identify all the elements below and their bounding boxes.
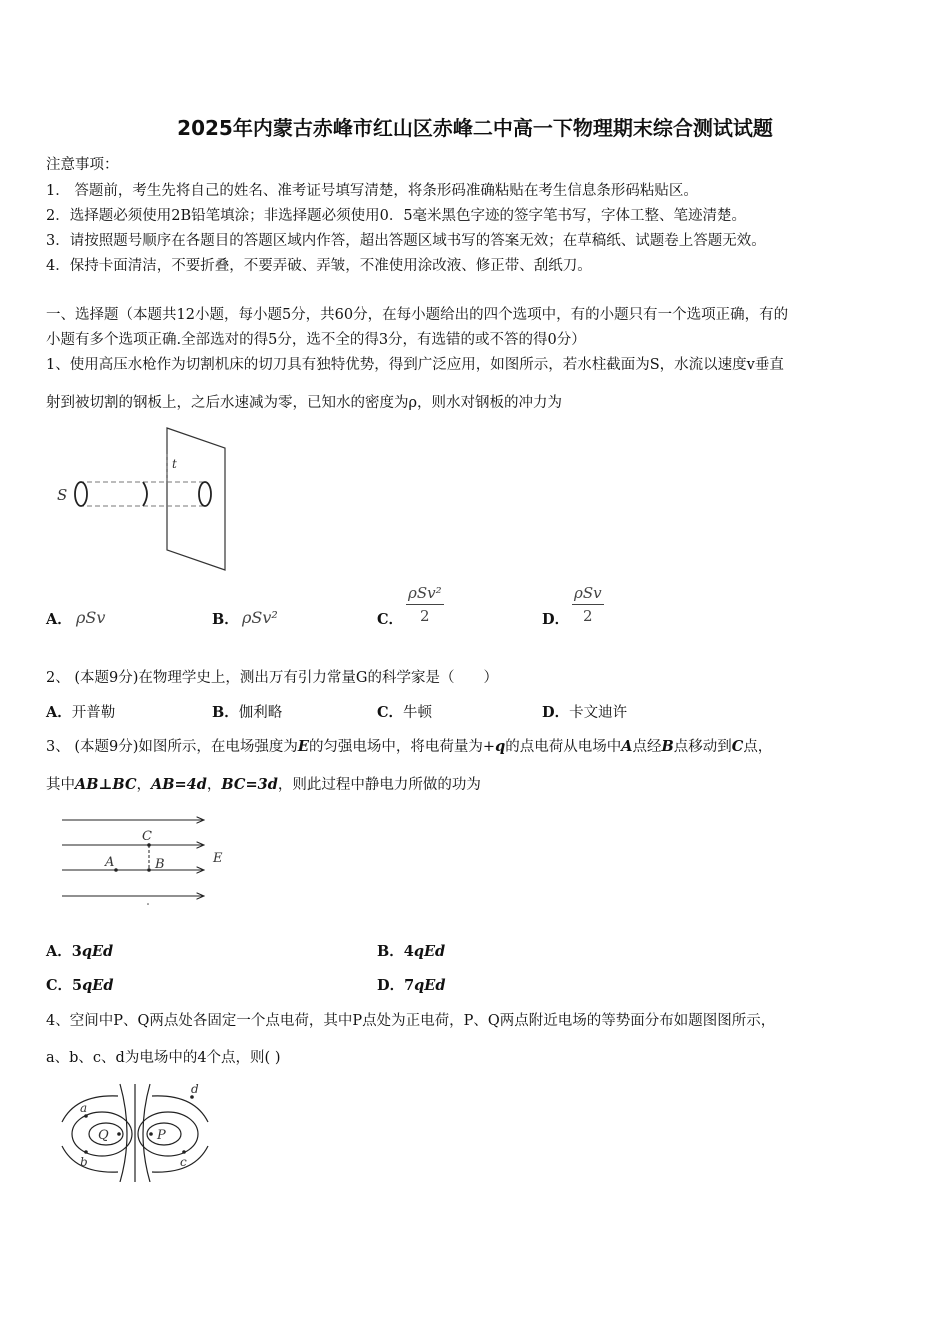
q1-option-c-fraction	[406, 584, 444, 625]
q4-fig-p-label: P	[157, 1128, 166, 1143]
q4-stem-line2: a、b、c、d为电场中的4个点，则( )	[46, 1050, 281, 1066]
q3-option-d: D．7qEd	[377, 977, 446, 994]
q1-option-c-numerator: ρSv²	[406, 584, 444, 605]
q3-fig-b-label: B	[155, 857, 165, 872]
q3-fig-c-label: C	[142, 829, 152, 844]
q4-fig-b-label: b	[80, 1155, 88, 1169]
q2-option-d: D．卡文迪许	[542, 704, 628, 721]
q1-option-c-denominator: 2	[420, 607, 430, 625]
q1-fig-t-label: t	[172, 457, 177, 471]
q1-option-d-label: D．	[542, 611, 570, 628]
q1-option-d-fraction	[572, 584, 604, 625]
section-intro-line2: 小题有多个选项正确.全部选对的得5分，选不全的得3分，有选错的或不答的得0分）	[46, 332, 586, 348]
q4-fig-c-label: c	[180, 1155, 187, 1169]
q3-fig-a-label: A	[105, 855, 115, 870]
section-intro-line1: 一、选择题（本题共12小题，每小题5分，共60分，在每小题给出的四个选项中，有的小题只有一个选项正确，有的	[46, 307, 789, 323]
notice-item-1: 1． 答题前，考生先将自己的姓名、准考证号填写清楚，将条形码准确粘贴在考生信息条形码粘贴区。	[46, 183, 698, 199]
notice-heading: 注意事项：	[46, 157, 119, 173]
q1-option-a-expr: ρSv	[76, 608, 106, 627]
q1-option-a-label: A．	[46, 611, 72, 628]
q1-option-c-label: C．	[377, 611, 404, 628]
q3-figure	[58, 812, 238, 912]
notice-item-3: 3．请按照题号顺序在各题目的答题区域内作答，超出答题区域书写的答案无效；在草稿纸、试题卷上答题无效。	[46, 233, 766, 249]
q1-option-d-denominator: 2	[583, 607, 593, 625]
notice-item-2: 2．选择题必须使用2B铅笔填涂；非选择题必须使用0．5毫米黑色字迹的签字笔书写，字体工整、笔迹清楚。	[46, 208, 747, 224]
q1-fig-s-label: S	[57, 486, 68, 504]
q1-stem-line1: 1、使用高压水枪作为切割机床的切刀具有独特优势，得到广泛应用，如图所示，若水柱截面为S，水流以速度v垂直	[46, 357, 784, 373]
q3-fig-e-label: E	[213, 851, 223, 866]
q2-option-c: C．牛顿	[377, 704, 433, 721]
q2-stem: 2、 (本题9分)在物理学史上，测出万有引力常量G的科学家是（ ）	[46, 670, 498, 686]
q4-fig-a-label: a	[80, 1101, 88, 1115]
q4-fig-d-label: d	[191, 1082, 199, 1096]
q1-option-b-label: B．	[212, 611, 239, 628]
q3-option-c: C．5qEd	[46, 977, 114, 994]
q2-option-b: B．伽利略	[212, 704, 283, 721]
q3-stem-line1: 3、 (本题9分)如图所示，在电场强度为E的匀强电场中，将电荷量为+q的点电荷从电场中A点经B点移动到C点，	[46, 738, 773, 755]
q1-stem-line2: 射到被切割的钢板上，之后水速减为零，已知水的密度为ρ，则水对钢板的冲力为	[46, 395, 563, 411]
q4-figure	[56, 1082, 216, 1182]
q3-option-a: A．3qEd	[46, 943, 114, 960]
q1-option-d-numerator: ρSv	[572, 584, 604, 605]
notice-item-4: 4．保持卡面清洁，不要折叠，不要弄破、弄皱，不准使用涂改液、修正带、刮纸刀。	[46, 258, 592, 274]
q3-option-b: B．4qEd	[377, 943, 446, 960]
q4-stem-line1: 4、空间中P、Q两点处各固定一个点电荷，其中P点处为正电荷，P、Q两点附近电场的等势面分布如题图图所示，	[46, 1013, 776, 1029]
q1-figure	[55, 424, 230, 574]
q3-stem-line2: 其中AB⊥BC，AB=4d，BC=3d，则此过程中静电力所做的功为	[46, 776, 481, 793]
q4-fig-q-label: Q	[98, 1128, 109, 1143]
page-title: 2025年内蒙古赤峰市红山区赤峰二中高一下物理期末综合测试试题	[177, 116, 773, 140]
q2-option-a: A．开普勒	[46, 704, 116, 721]
q1-option-b-expr: ρSv²	[242, 608, 278, 627]
